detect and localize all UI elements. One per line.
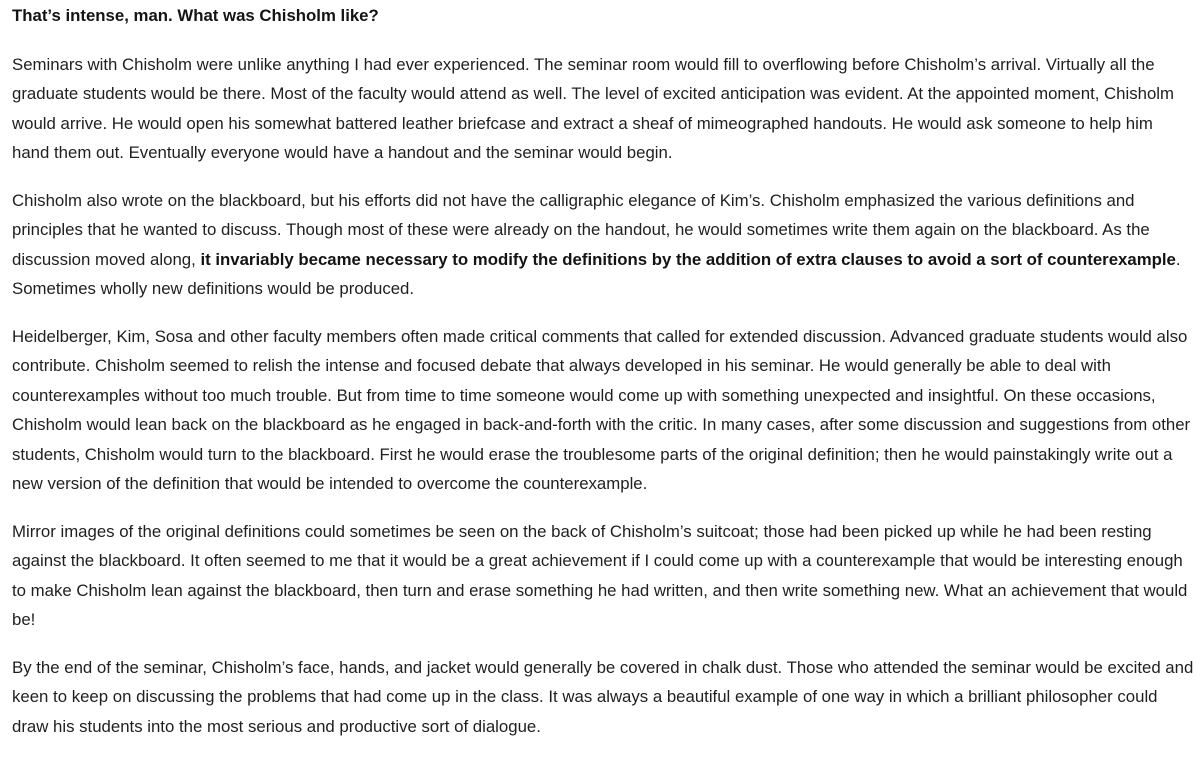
paragraph-blackboard-text: Chisholm also wrote on the blackboard, but his efforts did not have the calligraphic elegance of Kim’s. Chisholm emphasized the various definitions and principles that he wanted to discuss. Though most of these were already on the handout, he would sometimes write them again on the blackboard. As the discussion moved along, xyxy=(12,190,1150,269)
paragraph-seminars: Seminars with Chisholm were unlike anything I had ever experienced. The seminar room would fill to overflowing before Chisholm’s arrival. Virtually all the graduate students would be there. Most of the faculty would attend as well. The level of excited anticipation was evident. At the appointed moment, Chisholm would arrive. He would open his somewhat battered leather briefcase and extract a sheaf of mimeographed handouts. He would ask someone to help him hand them out. Eventually everyone would have a handout and the seminar would begin. xyxy=(12,54,1175,162)
paragraph-blackboard-emphasis: it invariably became necessary to modify the definitions by the addition of extra clauses to avoid a sort of counterexample xyxy=(200,249,1176,269)
article-body xyxy=(12,0,1194,741)
paragraph-mirror-images: Mirror images of the original definitions could sometimes be seen on the back of Chisholm’s suitcoat; those had been picked up while he had been resting against the blackboard. It often seemed to me that it would be a great achievement if I could come up with a counterexample that would be interesting enough to make Chisholm lean against the blackboard, then turn and erase something he had written, and then write something new. What an achievement that would be! xyxy=(12,521,1188,629)
paragraph-blackboard-tail: . Sometimes wholly new definitions would be produced. xyxy=(12,249,1181,298)
question-heading: That’s intense, man. What was Chisholm like? xyxy=(12,6,379,25)
paragraph-chalk-dust: By the end of the seminar, Chisholm’s face, hands, and jacket would generally be covered in chalk dust. Those who attended the seminar would be excited and keen to keep on discussing the problems that had come up in the class. It was always a beautiful example of one way in which a brilliant philosopher could draw his students into the most serious and productive sort of dialogue. xyxy=(12,657,1194,736)
paragraph-faculty-debate: Heidelberger, Kim, Sosa and other faculty members often made critical comments that called for extended discussion. Advanced graduate students would also contribute. Chisholm seemed to relish the intense and focused debate that always developed in his seminar. He would generally be able to deal with counterexamples without too much trouble. But from time to time someone would come up with something unexpected and insightful. On these occasions, Chisholm would lean back on the blackboard as he engaged in back-and-forth with the critic. In many cases, after some discussion and suggestions from other students, Chisholm would turn to the blackboard. First he would erase the troublesome parts of the original definition; then he would painstakingly write out a new version of the definition that would be intended to overcome the counterexample. xyxy=(12,326,1191,493)
paragraph-blackboard xyxy=(12,186,1194,304)
